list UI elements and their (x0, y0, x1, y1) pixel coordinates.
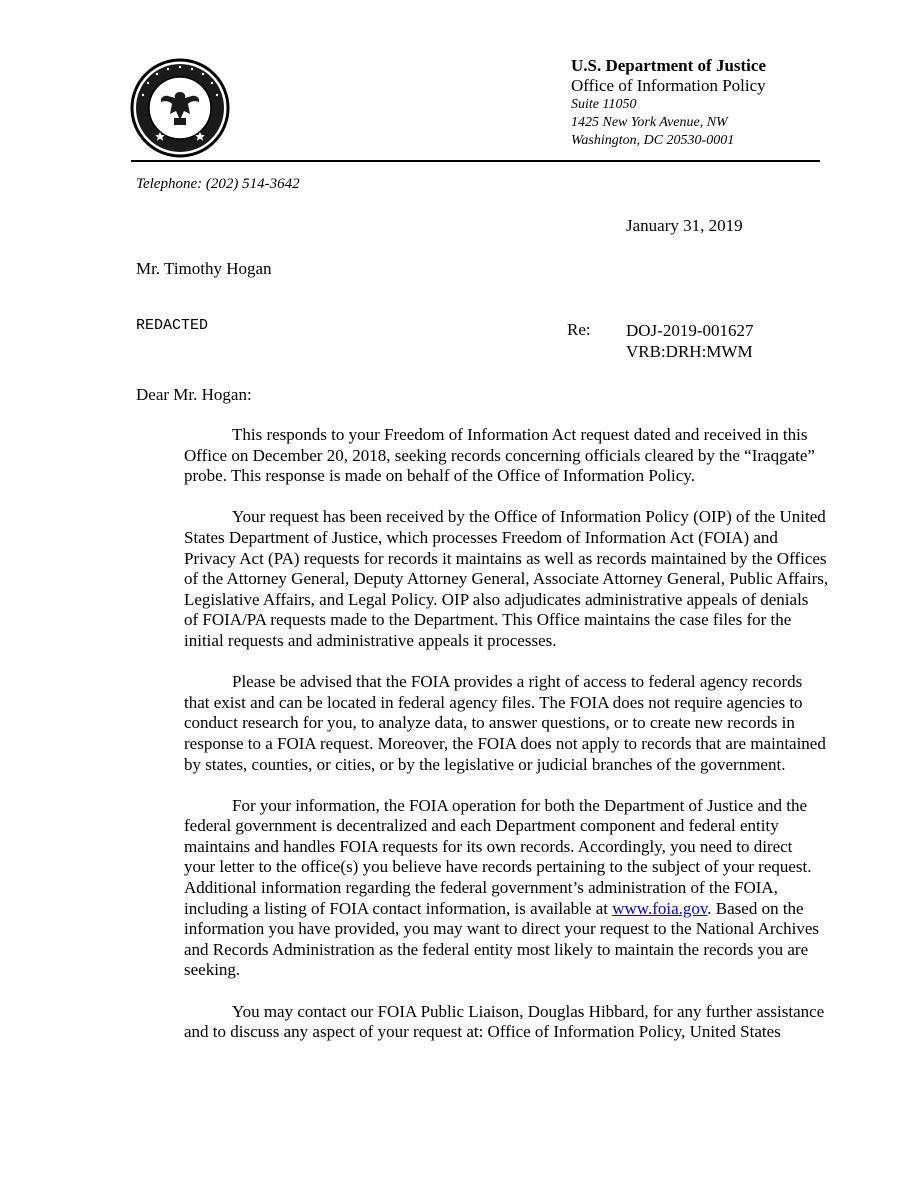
paragraph-line: and Records Administration as the federal entity most likely to maintain the records you are (184, 939, 809, 959)
paragraph-line-with-link (136, 899, 826, 920)
paragraph-line: Privacy Act (PA) requests for records it maintains as well as records maintained by the Offices (184, 548, 827, 568)
foia-gov-link[interactable]: www.foia.gov (612, 898, 708, 918)
office-name: Office of Information Policy (571, 76, 766, 95)
link-prefix-text: including a listing of FOIA contact information, is available at (184, 898, 613, 918)
reference-number: DOJ-2019-001627 (626, 321, 754, 340)
office-street: 1425 New York Avenue, NW (571, 115, 728, 130)
paragraph-line: of FOIA/PA requests made to the Department. This Office maintains the case files for the (184, 610, 792, 630)
paragraph-line: information you have provided, you may want to direct your request to the National Archives (184, 919, 819, 939)
letter-body (136, 425, 829, 1063)
recipient-name: Mr. Timothy Hogan (136, 259, 272, 278)
paragraph-2 (136, 507, 829, 651)
link-suffix-text: . Based on the (707, 898, 804, 918)
paragraph-1 (136, 425, 826, 487)
paragraph-line: Legislative Affairs, and Legal Policy. OIP also adjudicates administrative appeals of denials (184, 589, 809, 609)
paragraph-line: Your request has been received by the Office of Information Policy (OIP) of the United (232, 507, 826, 527)
paragraph-line: Please be advised that the FOIA provides a right of access to federal agency records (232, 672, 803, 692)
paragraph-5 (136, 1002, 826, 1043)
paragraph-line: and to discuss any aspect of your request at: Office of Information Policy, United States (184, 1022, 781, 1042)
paragraph-line: initial requests and administrative appeals it processes. (184, 630, 557, 650)
paragraph-line: probe. This response is made on behalf of the Office of Information Policy. (184, 466, 695, 486)
paragraph-line: that exist and can be located in federal agency files. The FOIA does not require agencies to (184, 692, 803, 712)
reference-label: Re: (567, 320, 591, 339)
paragraph-line: conduct research for you, to analyze data, to answer questions, or to create new records in (184, 713, 795, 733)
paragraph-line: federal government is decentralized and each Department component and federal entity (184, 816, 779, 836)
salutation: Dear Mr. Hogan: (136, 385, 252, 404)
paragraph-line: This responds to your Freedom of Information Act request dated and received in this (232, 425, 808, 444)
letterhead-divider (131, 160, 820, 162)
paragraph-line: seeking. (184, 960, 241, 980)
paragraph-line: States Department of Justice, which processes Freedom of Information Act (FOIA) and (184, 527, 778, 547)
paragraph-line: response to a FOIA request. Moreover, the FOIA does not apply to records that are maintained (184, 733, 826, 753)
reference-block (626, 320, 754, 362)
paragraph-3 (136, 672, 826, 775)
office-suite: Suite 11050 (571, 97, 637, 112)
doj-seal-icon (130, 58, 230, 158)
department-name: U.S. Department of Justice (571, 56, 766, 75)
paragraph-line: by states, counties, or cities, or by the legislative or judicial branches of the government. (184, 754, 786, 774)
paragraph-line: You may contact our FOIA Public Liaison, Douglas Hibbard, for any further assistance (232, 1001, 825, 1021)
reference-code: VRB:DRH:MWM (626, 342, 753, 361)
letter-date: January 31, 2019 (626, 216, 743, 235)
office-city: Washington, DC 20530-0001 (571, 133, 735, 148)
paragraph-line: Additional information regarding the federal government’s administration of the FOIA, (184, 878, 778, 898)
paragraph-line: of the Attorney General, Deputy Attorney General, Associate Attorney General, Public Affairs, (184, 569, 829, 589)
letterhead (571, 56, 831, 150)
paragraph-line: For your information, the FOIA operation for both the Department of Justice and the (232, 795, 808, 815)
paragraph-line: maintains and handles FOIA requests for its own records. Accordingly, you need to direct (184, 836, 793, 856)
paragraph-4 (136, 796, 826, 981)
paragraph-line: your letter to the office(s) you believe have records pertaining to the subject of your request. (184, 857, 812, 877)
telephone-line: Telephone: (202) 514-3642 (136, 176, 300, 192)
recipient-address-redacted: REDACTED (136, 317, 209, 334)
paragraph-line: Office on December 20, 2018, seeking records concerning officials cleared by the “Iraqgate” (184, 445, 815, 465)
